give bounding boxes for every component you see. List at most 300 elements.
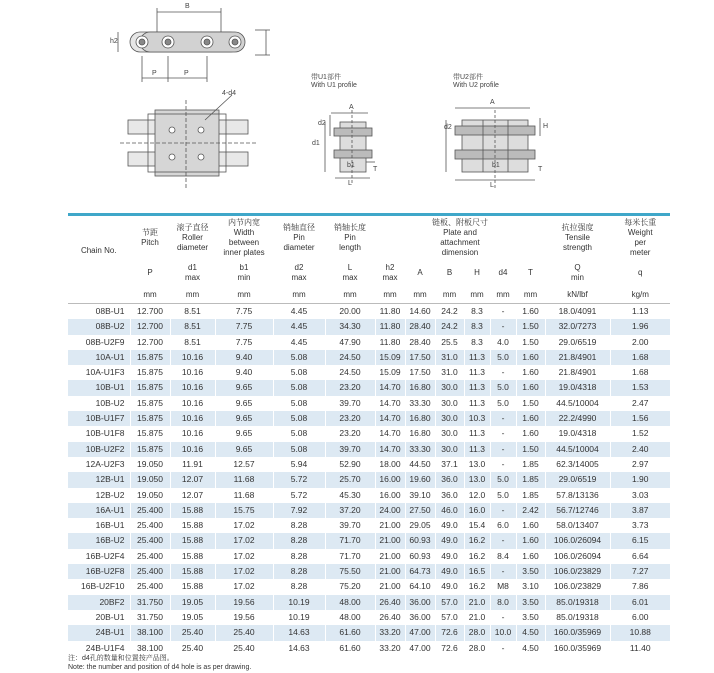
- table-cell: 49.0: [435, 579, 464, 594]
- table-cell: 6.01: [610, 595, 670, 610]
- u1-caption-cn: 带U1部件: [311, 74, 341, 81]
- unit-cell: mm: [405, 286, 435, 304]
- table-cell: 30.0: [435, 380, 464, 395]
- table-cell: 19.56: [215, 610, 273, 625]
- table-row: [68, 335, 670, 350]
- table-cell: 20.00: [325, 304, 375, 320]
- table-cell: 27.50: [405, 503, 435, 518]
- table-cell: 21.00: [375, 579, 405, 594]
- table-cell: 5.0: [490, 488, 516, 503]
- table-row: [68, 411, 670, 426]
- table-cell: 14.70: [375, 442, 405, 457]
- table-cell: 11.40: [610, 641, 670, 656]
- table-cell: 21.00: [375, 564, 405, 579]
- table-cell: 23.20: [325, 411, 375, 426]
- table-cell: 8.28: [273, 564, 325, 579]
- u1-dim-d1: d1: [312, 140, 320, 147]
- table-cell: 32.0/7273: [545, 319, 610, 334]
- table-cell: 10.16: [170, 350, 215, 365]
- col-roller-header: 滚子直径 Roller diameter: [170, 216, 215, 260]
- chain-no-cell: 10B-U1: [68, 380, 130, 395]
- table-cell: M8: [490, 579, 516, 594]
- table-cell: 19.0/4318: [545, 426, 610, 441]
- table-cell: 11.91: [170, 457, 215, 472]
- table-row: [68, 503, 670, 518]
- unit-cell: kg/m: [610, 286, 670, 304]
- sym-q: q: [610, 260, 670, 286]
- table-cell: 5.94: [273, 457, 325, 472]
- table-cell: 34.30: [325, 319, 375, 334]
- table-cell: 33.30: [405, 396, 435, 411]
- table-cell: 57.0: [435, 595, 464, 610]
- table-cell: 17.02: [215, 579, 273, 594]
- sym-A: A: [405, 260, 435, 286]
- unit-cell: kN/lbf: [545, 286, 610, 304]
- table-cell: 36.0: [435, 488, 464, 503]
- table-cell: 44.5/10004: [545, 396, 610, 411]
- chain-no-cell: 08B-U2: [68, 319, 130, 334]
- table-cell: 12.57: [215, 457, 273, 472]
- table-cell: 1.85: [516, 457, 545, 472]
- table-cell: 15.88: [170, 564, 215, 579]
- table-cell: 15.875: [130, 380, 170, 395]
- col-plate-group-header: 链板、附板尺寸 Plate and attachment dimension: [375, 216, 545, 260]
- table-cell: 2.42: [516, 503, 545, 518]
- table-cell: 15.875: [130, 365, 170, 380]
- col-weight-header: 每米长重 Weight per meter: [610, 216, 670, 260]
- table-cell: 13.0: [464, 457, 490, 472]
- chain-spec-table-wrapper: [68, 213, 670, 656]
- dim-p1-label: P: [152, 70, 157, 77]
- table-cell: 14.70: [375, 411, 405, 426]
- table-cell: 29.05: [405, 518, 435, 533]
- u1-dim-T: T: [373, 166, 378, 173]
- table-cell: 39.70: [325, 518, 375, 533]
- table-cell: 9.40: [215, 350, 273, 365]
- table-cell: 16.5: [464, 564, 490, 579]
- col-pin-length-header: 销轴长度 Pin length: [325, 216, 375, 260]
- chain-no-cell: 20B-U1: [95, 611, 125, 622]
- table-cell: 24.50: [325, 365, 375, 380]
- table-cell: 85.0/19318: [545, 610, 610, 625]
- table-cell: -: [490, 304, 516, 320]
- table-cell: 8.4: [490, 549, 516, 564]
- table-cell: 64.73: [405, 564, 435, 579]
- table-cell: 23.20: [325, 426, 375, 441]
- table-cell: 8.28: [273, 549, 325, 564]
- table-cell: 11.3: [464, 380, 490, 395]
- table-cell: 5.0: [490, 472, 516, 487]
- table-cell: 72.6: [435, 625, 464, 640]
- table-cell: 47.00: [405, 625, 435, 640]
- table-cell: 49.0: [435, 518, 464, 533]
- chain-spec-rows: [68, 304, 670, 656]
- sym-L: L max: [325, 260, 375, 286]
- table-cell: 7.75: [215, 319, 273, 334]
- table-cell: 14.60: [405, 304, 435, 320]
- table-cell: 5.08: [273, 350, 325, 365]
- table-cell: 47.00: [405, 641, 435, 656]
- table-cell: 9.65: [215, 442, 273, 457]
- table-cell: 10.0: [490, 625, 516, 640]
- table-cell: 1.50: [516, 442, 545, 457]
- col-tensile-header: 抗拉强度 Tensile strength: [545, 216, 610, 260]
- table-cell: 25.400: [130, 533, 170, 548]
- table-cell: 11.3: [464, 365, 490, 380]
- table-cell: 1.68: [610, 365, 670, 380]
- table-cell: 1.56: [610, 411, 670, 426]
- table-cell: 7.86: [610, 579, 670, 594]
- table-cell: 8.28: [273, 533, 325, 548]
- table-row: [68, 579, 670, 594]
- table-cell: 9.65: [215, 426, 273, 441]
- table-cell: 46.0: [435, 503, 464, 518]
- col-inner-width-header: 内节内宽 Width between inner plates: [215, 216, 273, 260]
- table-cell: 31.0: [435, 365, 464, 380]
- unit-cell: mm: [273, 286, 325, 304]
- chain-no-cell: 10B-U1F8: [85, 428, 125, 439]
- table-cell: 2.97: [610, 457, 670, 472]
- table-cell: 8.0: [490, 595, 516, 610]
- chain-no-cell: 12A-U2F3: [85, 458, 125, 469]
- chain-no-cell: 10A-U1: [68, 350, 130, 365]
- table-cell: 11.3: [464, 350, 490, 365]
- table-cell: 5.08: [273, 396, 325, 411]
- table-cell: 1.85: [516, 488, 545, 503]
- u1-profile-drawing: [325, 110, 378, 185]
- table-cell: 25.40: [215, 641, 273, 656]
- table-cell: 4.50: [516, 641, 545, 656]
- table-cell: 9.65: [215, 411, 273, 426]
- table-cell: 21.00: [375, 518, 405, 533]
- u2-caption-en: With U2 profile: [453, 82, 499, 89]
- table-cell: 24.2: [435, 319, 464, 334]
- table-cell: 14.63: [273, 641, 325, 656]
- table-cell: 6.00: [610, 610, 670, 625]
- table-cell: 21.0: [464, 595, 490, 610]
- table-cell: 1.60: [516, 365, 545, 380]
- table-cell: 15.88: [170, 533, 215, 548]
- table-cell: 8.51: [170, 304, 215, 320]
- dim-d4-label: 4-d4: [222, 90, 237, 97]
- table-cell: 25.40: [170, 625, 215, 640]
- table-cell: -: [490, 319, 516, 334]
- table-cell: 8.3: [464, 319, 490, 334]
- table-cell: 12.700: [130, 335, 170, 350]
- table-cell: 12.700: [130, 304, 170, 320]
- table-cell: 17.02: [215, 533, 273, 548]
- u2-dim-b1: b1: [492, 162, 500, 169]
- table-cell: 21.00: [375, 533, 405, 548]
- unit-cell: mm: [130, 286, 170, 304]
- chain-no-cell: 08B-U1: [95, 306, 125, 316]
- col-chain-no: Chain No.: [80, 246, 117, 255]
- table-cell: 26.40: [375, 610, 405, 625]
- table-cell: 12.0: [464, 488, 490, 503]
- table-cell: 9.40: [215, 365, 273, 380]
- table-cell: 71.70: [325, 549, 375, 564]
- footnote-cn: 注：d4孔的数量和位置按产品图。: [68, 655, 174, 662]
- table-cell: 3.87: [610, 503, 670, 518]
- sym-b1: b1 min: [215, 260, 273, 286]
- table-cell: 12.700: [130, 319, 170, 334]
- sym-h2: h2 max: [375, 260, 405, 286]
- table-cell: 24.00: [375, 503, 405, 518]
- table-cell: 14.70: [375, 380, 405, 395]
- table-cell: 1.90: [610, 472, 670, 487]
- chain-drawings-svg: [0, 0, 714, 205]
- table-cell: 5.08: [273, 380, 325, 395]
- table-cell: 8.51: [170, 319, 215, 334]
- table-cell: 61.60: [325, 641, 375, 656]
- table-cell: 1.60: [516, 380, 545, 395]
- table-cell: 5.72: [273, 488, 325, 503]
- sym-H: H: [464, 260, 490, 286]
- table-cell: 16.2: [464, 579, 490, 594]
- table-row: [68, 518, 670, 533]
- table-cell: 29.0/6519: [545, 472, 610, 487]
- dim-B-label: B: [185, 3, 190, 10]
- table-cell: 38.100: [130, 641, 170, 656]
- table-cell: 10.16: [170, 411, 215, 426]
- table-cell: -: [490, 442, 516, 457]
- table-cell: 56.7/12746: [545, 503, 610, 518]
- table-cell: 30.0: [435, 396, 464, 411]
- table-cell: 3.50: [516, 595, 545, 610]
- unit-cell: mm: [516, 286, 545, 304]
- table-cell: 8.28: [273, 518, 325, 533]
- table-cell: 15.09: [375, 350, 405, 365]
- table-cell: 3.50: [516, 610, 545, 625]
- table-cell: 7.27: [610, 564, 670, 579]
- table-cell: 15.875: [130, 396, 170, 411]
- table-cell: 11.3: [464, 426, 490, 441]
- table-cell: 5.0: [490, 380, 516, 395]
- table-cell: 10.16: [170, 442, 215, 457]
- table-cell: 37.1: [435, 457, 464, 472]
- table-cell: 9.65: [215, 396, 273, 411]
- table-cell: 1.85: [516, 472, 545, 487]
- table-cell: 16.0: [464, 503, 490, 518]
- table-cell: 16.2: [464, 533, 490, 548]
- table-cell: 7.92: [273, 503, 325, 518]
- table-cell: 11.80: [375, 319, 405, 334]
- table-cell: 11.80: [375, 304, 405, 320]
- table-cell: 21.0: [464, 610, 490, 625]
- table-cell: 30.0: [435, 411, 464, 426]
- table-cell: 25.40: [215, 625, 273, 640]
- sym-T: T: [516, 260, 545, 286]
- table-cell: 5.08: [273, 426, 325, 441]
- u1-dim-A: A: [349, 104, 354, 111]
- table-cell: 52.90: [325, 457, 375, 472]
- table-cell: 13.0: [464, 472, 490, 487]
- u2-dim-H: H: [543, 123, 549, 130]
- table-cell: 3.50: [516, 564, 545, 579]
- u2-dim-A: A: [490, 99, 495, 106]
- sym-d4: d4: [490, 260, 516, 286]
- table-cell: 49.0: [435, 533, 464, 548]
- table-cell: 5.0: [490, 350, 516, 365]
- chain-no-cell: 08B-U2F9: [85, 336, 125, 347]
- table-cell: 1.60: [516, 350, 545, 365]
- top-view-drawing: [118, 8, 270, 82]
- table-cell: 39.10: [405, 488, 435, 503]
- table-cell: 15.4: [464, 518, 490, 533]
- table-cell: 30.0: [435, 442, 464, 457]
- footnote-en: Note: the number and position of d4 hole is as per drawing.: [68, 663, 252, 671]
- table-cell: 5.0: [490, 396, 516, 411]
- table-row: [68, 549, 670, 564]
- table-cell: 1.60: [516, 518, 545, 533]
- table-cell: 61.60: [325, 625, 375, 640]
- table-cell: 19.05: [170, 595, 215, 610]
- table-cell: 21.8/4901: [545, 365, 610, 380]
- table-cell: -: [490, 457, 516, 472]
- u2-dim-L: L: [490, 182, 494, 189]
- table-cell: 44.5/10004: [545, 442, 610, 457]
- table-row: [68, 304, 670, 320]
- table-cell: 1.52: [610, 426, 670, 441]
- table-cell: 48.00: [325, 610, 375, 625]
- table-cell: 31.0: [435, 350, 464, 365]
- table-cell: 39.70: [325, 396, 375, 411]
- table-cell: 7.75: [215, 335, 273, 350]
- unit-cell: mm: [435, 286, 464, 304]
- sym-p: P: [130, 260, 170, 286]
- sym-d2: d2 max: [273, 260, 325, 286]
- table-row: [68, 350, 670, 365]
- chain-no-cell: 16A-U1: [68, 503, 130, 518]
- chain-no-cell: 10B-U2: [95, 397, 125, 408]
- table-row: [68, 595, 670, 610]
- table-row: [68, 442, 670, 457]
- table-cell: 37.20: [325, 503, 375, 518]
- col-pitch-header: 节距 Pitch: [130, 216, 170, 260]
- table-cell: 17.50: [405, 350, 435, 365]
- table-cell: 15.88: [170, 579, 215, 594]
- table-cell: 15.88: [170, 518, 215, 533]
- table-cell: 10.3: [464, 411, 490, 426]
- table-cell: 24.50: [325, 350, 375, 365]
- chain-no-cell: 16B-U2F4: [85, 550, 125, 561]
- table-cell: 15.875: [130, 411, 170, 426]
- table-cell: 3.03: [610, 488, 670, 503]
- table-cell: 8.3: [464, 304, 490, 320]
- table-row: [68, 641, 670, 656]
- table-cell: -: [490, 610, 516, 625]
- table-cell: 17.02: [215, 518, 273, 533]
- table-cell: 25.400: [130, 549, 170, 564]
- table-cell: 15.875: [130, 426, 170, 441]
- table-cell: 8.3: [464, 335, 490, 350]
- table-row: [68, 380, 670, 395]
- table-cell: 17.50: [405, 365, 435, 380]
- table-cell: 106.0/26094: [545, 533, 610, 548]
- unit-cell: mm: [490, 286, 516, 304]
- table-cell: 8.28: [273, 579, 325, 594]
- unit-cell: mm: [464, 286, 490, 304]
- table-cell: 3.10: [516, 579, 545, 594]
- table-row: [68, 533, 670, 548]
- table-cell: 16.80: [405, 411, 435, 426]
- table-cell: 30.0: [435, 426, 464, 441]
- table-cell: 19.0/4318: [545, 380, 610, 395]
- table-cell: 14.63: [273, 625, 325, 640]
- table-cell: 19.60: [405, 472, 435, 487]
- table-cell: 12.07: [170, 472, 215, 487]
- table-cell: 25.400: [130, 503, 170, 518]
- table-cell: 6.0: [490, 518, 516, 533]
- table-cell: 1.50: [516, 335, 545, 350]
- table-cell: 11.68: [215, 488, 273, 503]
- table-cell: 9.65: [215, 380, 273, 395]
- table-cell: 19.050: [130, 457, 170, 472]
- table-cell: 106.0/23829: [545, 579, 610, 594]
- table-cell: 6.15: [610, 533, 670, 548]
- table-cell: 160.0/35969: [545, 641, 610, 656]
- table-cell: 19.56: [215, 595, 273, 610]
- table-cell: 85.0/19318: [545, 595, 610, 610]
- table-cell: 106.0/26094: [545, 549, 610, 564]
- table-cell: 64.10: [405, 579, 435, 594]
- table-cell: 48.00: [325, 595, 375, 610]
- table-cell: -: [490, 533, 516, 548]
- table-cell: 15.875: [130, 442, 170, 457]
- table-cell: -: [490, 564, 516, 579]
- table-cell: 24.2: [435, 304, 464, 320]
- table-cell: -: [490, 365, 516, 380]
- table-cell: 62.3/14005: [545, 457, 610, 472]
- table-row: [68, 625, 670, 640]
- u1-caption-en: With U1 profile: [311, 82, 357, 89]
- dim-p2-label: P: [184, 70, 189, 77]
- table-cell: 160.0/35969: [545, 625, 610, 640]
- table-cell: 7.75: [215, 304, 273, 320]
- table-cell: 23.20: [325, 380, 375, 395]
- table-cell: 15.875: [130, 350, 170, 365]
- side-view-drawing: [120, 95, 256, 190]
- unit-cell: mm: [215, 286, 273, 304]
- table-row: [68, 426, 670, 441]
- table-cell: 1.53: [610, 380, 670, 395]
- table-cell: 16.00: [375, 488, 405, 503]
- table-row: [68, 457, 670, 472]
- chain-no-cell: 10B-U2F2: [68, 442, 130, 457]
- table-cell: 25.400: [130, 564, 170, 579]
- table-cell: 10.88: [610, 625, 670, 640]
- sym-Q: Q min: [545, 260, 610, 286]
- table-cell: 57.8/13136: [545, 488, 610, 503]
- table-cell: 5.08: [273, 442, 325, 457]
- table-cell: 47.90: [325, 335, 375, 350]
- table-cell: 25.70: [325, 472, 375, 487]
- chain-no-cell: 10B-U1F7: [68, 411, 130, 426]
- table-cell: 71.70: [325, 533, 375, 548]
- dim-h2-label: h2: [110, 38, 118, 45]
- table-cell: 38.100: [130, 625, 170, 640]
- table-cell: 10.16: [170, 365, 215, 380]
- unit-cell: mm: [325, 286, 375, 304]
- table-cell: 16.80: [405, 380, 435, 395]
- table-cell: 15.75: [215, 503, 273, 518]
- table-cell: 75.50: [325, 564, 375, 579]
- table-cell: 21.00: [375, 549, 405, 564]
- table-cell: 10.16: [170, 426, 215, 441]
- table-cell: 39.70: [325, 442, 375, 457]
- table-cell: 16.00: [375, 472, 405, 487]
- chain-no-cell: 12B-U1: [68, 472, 130, 487]
